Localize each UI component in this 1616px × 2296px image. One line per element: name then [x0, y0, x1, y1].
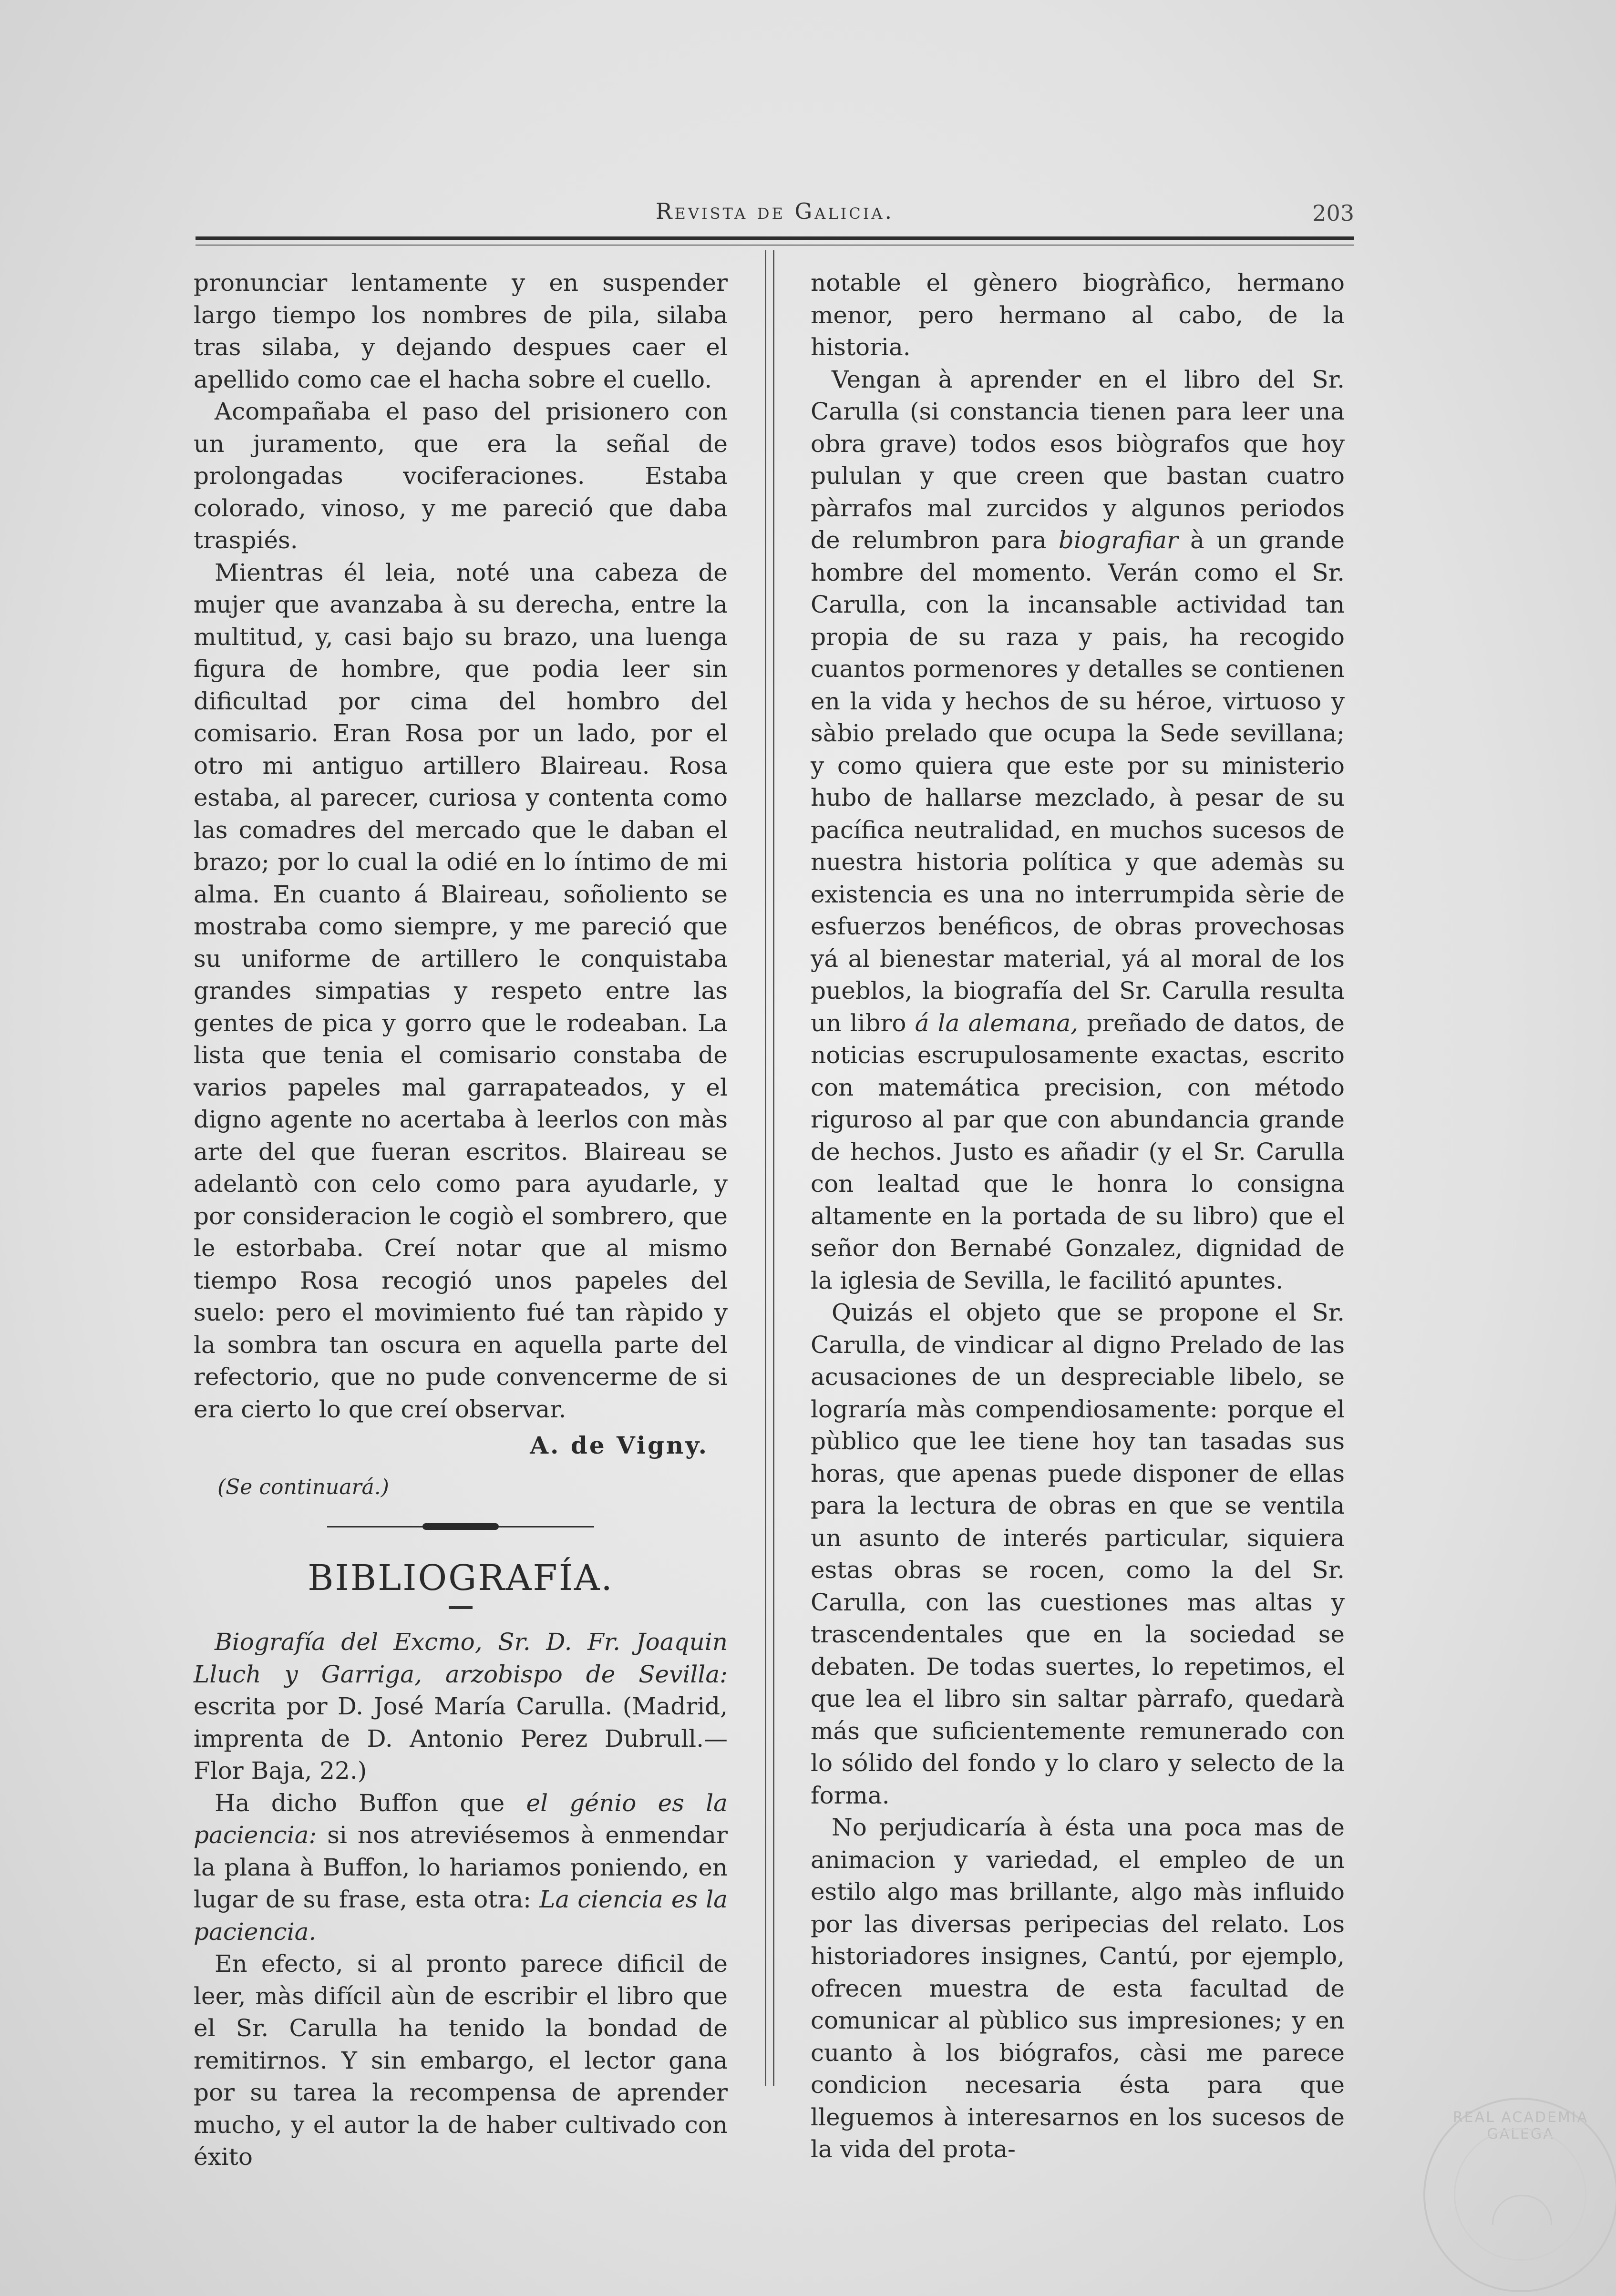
book-details: escrita por D. José María Carulla. (Madrid, imprenta de D. Antonio Perez Dubrull.—Flor Baja, 22.) — [194, 1692, 728, 1784]
paragraph: Vengan à aprender en el libro del Sr. Carulla (si constancia tienen para leer una obra grave) todos esos biògrafos que hoy pululan y que creen que bastan cuatro pàrrafos mal zurcidos y algunos periodos de relumbron para biografiar à un grande hombre del momento. Verán como el Sr. Carulla, con la incansable actividad tan propia de su raza y pais, ha recogido cuantos pormenores y detalles se contienen en la vida y hechos de su héroe, virtuoso y sàbio prelado que ocupa la Sede sevillana; y como quiera que este por su ministerio hubo de hallarse mezclado, à pesar de su pacífica neutralidad, en muchos sucesos de nuestra historia política y que ademàs su existencia es una no interrumpida sèrie de esfuerzos benéficos, de obras provechosas yá al bienestar material, yá al moral de los pueblos, la biografía del Sr. Carulla resulta un libro á la alemana, preñado de datos, de noticias escrupulosamente exactas, escrito con matemática precision, con método riguroso al par que con abundancia grande de hechos. Justo es añadir (y el Sr. Carulla con lealtad que le honra lo consigna altamente en la portada de su libro) que el señor don Bernabé Gonzalez, dignidad de la iglesia de Sevilla, le facilitó apuntes. — [811, 365, 1345, 1294]
bibliography-entry — [194, 1626, 728, 1787]
paragraph: Mientras él leia, noté una cabeza de mujer que avanzaba à su derecha, entre la multitud, y, casi bajo su brazo, una luenga figura de hombre, que podia leer sin dificultad por cima del hombro del comisario. Eran Rosa por un lado, por el otro mi antiguo artillero Blaireau. Rosa estaba, al parecer, curiosa y contenta como las comadres del mercado que le daban el brazo; por lo cual la odié en lo íntimo de mi alma. En cuanto á Blaireau, soñoliento se mostraba como siempre, y me pareció que su uniforme de artillero le conquistaba grandes simpatias y respeto entre las gentes de pica y gorro que le rodeaban. La lista que tenia el comisario constaba de varios papeles mal garrapateados, y el digno agente no acertaba à leerlos con màs arte del que fueran escritos. Blaireau se adelantò con celo como para ayudarle, y por consideracion le cogiò el sombrero, que le estorbaba. Creí notar que al mismo tiempo Rosa recogió unos papeles del suelo: pero el movimiento fué tan ràpido y la sombra tan oscura en aquella parte del refectorio, que no pude convencerme de si era cierto lo que creí observar. — [194, 558, 728, 1423]
running-header — [196, 191, 1354, 229]
paragraph: pronunciar lentamente y en suspender largo tiempo los nombres de pila, silaba tras silaba, y dejando despues caer el apellido como cae el hacha sobre el cuello. — [194, 269, 728, 393]
stamp-text: REAL ACADEMIA GALEGA — [1452, 2109, 1589, 2142]
section-ornament — [327, 1522, 594, 1531]
section-heading: BIBLIOGRAFÍA. — [308, 1558, 614, 1599]
left-column — [194, 267, 728, 2173]
book-title: Biografía del Excmo, Sr. D. Fr. Joaquin Lluch y Garriga, arzobispo de Sevilla: — [194, 1628, 728, 1688]
right-column — [811, 267, 1345, 2166]
column-divider — [765, 250, 774, 2086]
heading-underline — [449, 1606, 473, 1609]
journal-title: Revista de Galicia. — [655, 198, 895, 224]
paragraph: Acompañaba el paso del prisionero con un juramento, que era la señal de prolongadas vociferaciones. Estaba colorado, vinoso, y me pareció que daba traspiés. — [194, 398, 728, 554]
paragraph: No perjudicaría à ésta una poca mas de animacion y variedad, el empleo de un estilo algo mas brillante, algo màs influido por las diversas peripecias del relato. Los historiadores insignes, Cantú, por ejemplo, ofrecen muestra de esta facultad de comunicar al pùblico sus impresiones; y en cuanto à los biógrafos, càsi me parece condicion necesaria ésta para que lleguemos à interesarnos en los sucesos de la vida del prota- — [811, 1814, 1345, 2163]
library-stamp — [1423, 2098, 1616, 2292]
paragraph: Ha dicho Buffon que el génio es la paciencia: si nos atreviésemos à enmendar la plana à Buffon, lo hariamos poniendo, en lugar de su frase, esta otra: La ciencia es la paciencia. — [194, 1789, 728, 1946]
author-signature: A. de Vigny. — [530, 1431, 709, 1459]
continuation-note: (Se continuará.) — [217, 1475, 389, 1499]
page-number: 203 — [1312, 200, 1354, 226]
paragraph: En efecto, si al pronto parece dificil de leer, màs difícil aùn de escribir el libro que el Sr. Carulla ha tenido la bondad de remitirnos. Y sin embargo, el lector gana por su tarea la recompensa de aprender mucho, y el autor la de haber cultivado con éxito — [194, 1950, 728, 2171]
paragraph: notable el gènero biogràfico, hermano menor, pero hermano al cabo, de la historia. — [811, 269, 1345, 361]
paragraph: Quizás el objeto que se propone el Sr. Carulla, de vindicar al digno Prelado de las acusaciones de un despreciable libelo, se lograría màs compendiosamente: porque el pùblico que lee tiene hoy tan tasadas sus horas, que apenas puede disponer de ellas para la lectura de obras en que se ventila un asunto de interés particular, siquiera estas obras se rocen, como la del Sr. Carulla, con las cuestiones mas altas y trascendentales que en la sociedad se debaten. De todas suertes, lo repetimos, el que lea el libro sin saltar pàrrafo, quedarà más que suficientemente remunerado con lo sólido del fondo y lo claro y selecto de la forma. — [811, 1299, 1345, 1809]
quote: La ciencia es la paciencia. — [194, 1886, 728, 1946]
header-rule — [196, 236, 1354, 246]
quote: el génio es la paciencia: — [194, 1789, 728, 1849]
